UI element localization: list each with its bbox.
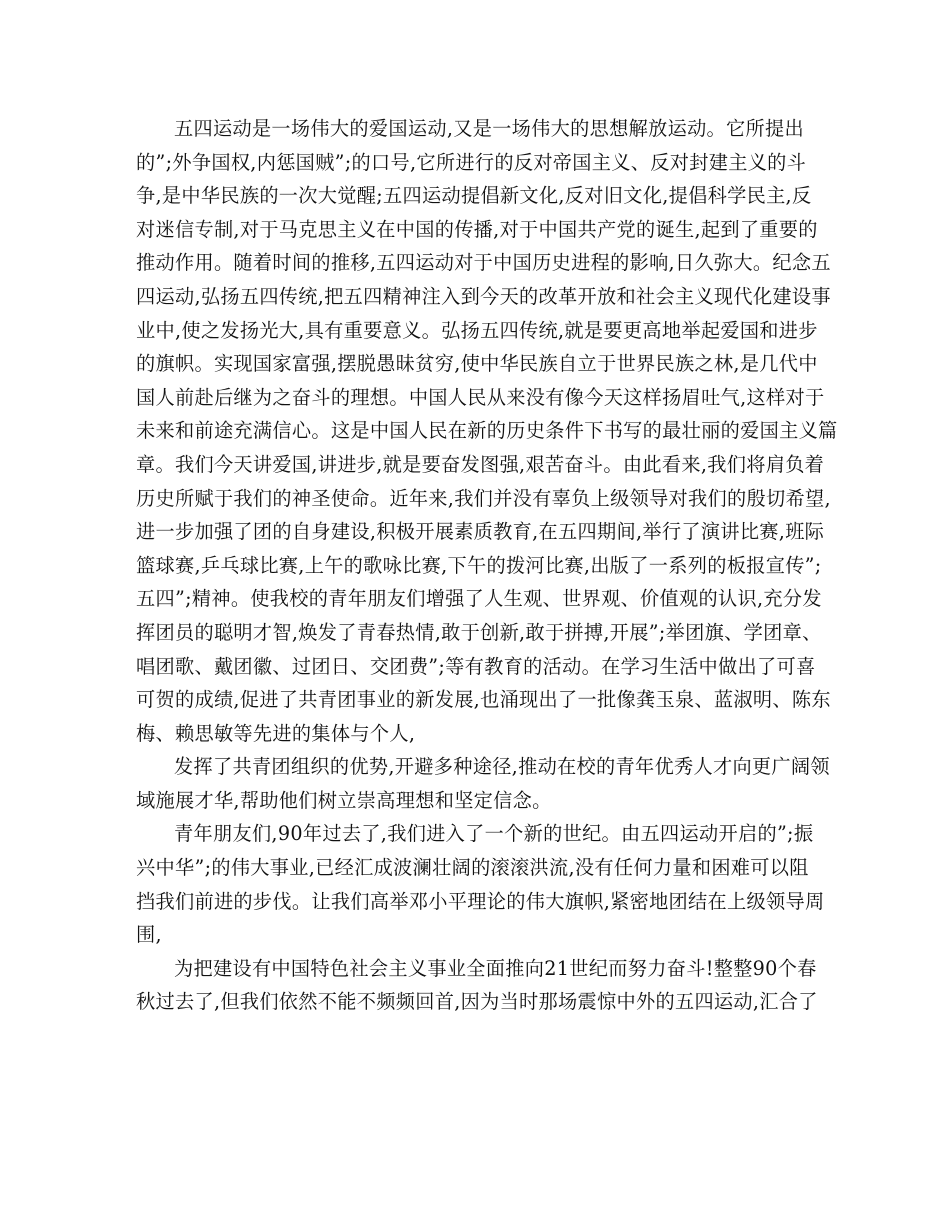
text-line: 可贺的成绩,促进了共青团事业的新发展,也涌现出了一批像龚玉泉、蓝淑明、陈东 <box>136 688 831 712</box>
text-line: 唱团歌、戴团徽、过团日、交团费”;等有教育的活动。在学习生活中做出了可喜 <box>136 654 816 678</box>
text-line: 发挥了共青团组织的优势,开避多种途径,推动在校的青年优秀人才向更广阔领 <box>174 755 830 779</box>
text-line: 四运动,弘扬五四传统,把五四精神注入到今天的改革开放和社会主义现代化建设事 <box>136 284 831 308</box>
text-line: 业中,使之发扬光大,具有重要意义。弘扬五四传统,就是要更高地举起爱国和进步 <box>136 318 818 342</box>
text-line: 对迷信专制,对于马克思主义在中国的传播,对于中国共产党的诞生,起到了重要的 <box>136 217 818 241</box>
text-line: 挡我们前进的步伐。让我们高举邓小平理论的伟大旗帜,紧密地团结在上级领导周 <box>136 889 825 913</box>
text-line: 未来和前途充满信心。这是中国人民在新的历史条件下书写的最壮丽的爱国主义篇 <box>136 419 838 443</box>
text-line: 域施展才华,帮助他们树立崇高理想和坚定信念。 <box>136 788 552 812</box>
text-line: 进一步加强了团的自身建设,积极开展素质教育,在五四期间,举行了演讲比赛,班际 <box>136 520 825 544</box>
text-line: 为把建设有中国特色社会主义事业全面推向21世纪而努力奋斗!整整90个春 <box>174 956 817 980</box>
text-line: 青年朋友们,90年过去了,我们进入了一个新的世纪。由五四运动开启的”;振 <box>174 822 814 846</box>
text-line: 的旗帜。实现国家富强,摆脱愚昧贫穷,使中华民族自立于世界民族之林,是几代中 <box>136 352 818 376</box>
text-line: 推动作用。随着时间的推移,五四运动对于中国历史进程的影响,日久弥大。纪念五 <box>136 251 831 275</box>
text-line: 五四运动是一场伟大的爱国运动,又是一场伟大的思想解放运动。它所提出 <box>174 117 804 140</box>
text-line: 的”;外争国权,内惩国贼”;的口号,它所进行的反对帝国主义、反对封建主义的斗 <box>136 150 807 174</box>
text-line: 国人前赴后继为之奋斗的理想。中国人民从来没有像今天这样扬眉吐气,这样对于 <box>136 385 825 409</box>
text-line: 围, <box>136 923 162 947</box>
text-line: 争,是中华民族的一次大觉醒;五四运动提倡新文化,反对旧文化,提倡科学民主,反 <box>136 184 812 208</box>
text-line: 梅、赖思敏等先进的集体与个人, <box>136 721 416 745</box>
text-line: 五四”;精神。使我校的青年朋友们增强了人生观、世界观、价值观的认识,充分发 <box>136 587 822 611</box>
text-line: 兴中华”;的伟大事业,已经汇成波澜壮阔的滚滚洪流,没有任何力量和困难可以阻 <box>136 856 809 880</box>
document-body-text <box>136 112 838 1019</box>
text-line: 秋过去了,但我们依然不能不频频回首,因为当时那场震惊中外的五四运动,汇合了 <box>136 990 818 1014</box>
text-line: 历史所赋于我们的神圣使命。近年来,我们并没有辜负上级领导对我们的殷切希望, <box>136 486 831 510</box>
text-line: 篮球赛,乒乓球比赛,上午的歌咏比赛,下午的拨河比赛,出版了一系列的板报宣传”; <box>136 553 822 577</box>
text-line: 挥团员的聪明才智,焕发了青春热情,敢于创新,敢于拼搏,开展”;举团旗、学团章、 <box>136 620 822 644</box>
text-line: 章。我们今天讲爱国,讲进步,就是要奋发图强,艰苦奋斗。由此看来,我们将肩负着 <box>136 452 825 476</box>
